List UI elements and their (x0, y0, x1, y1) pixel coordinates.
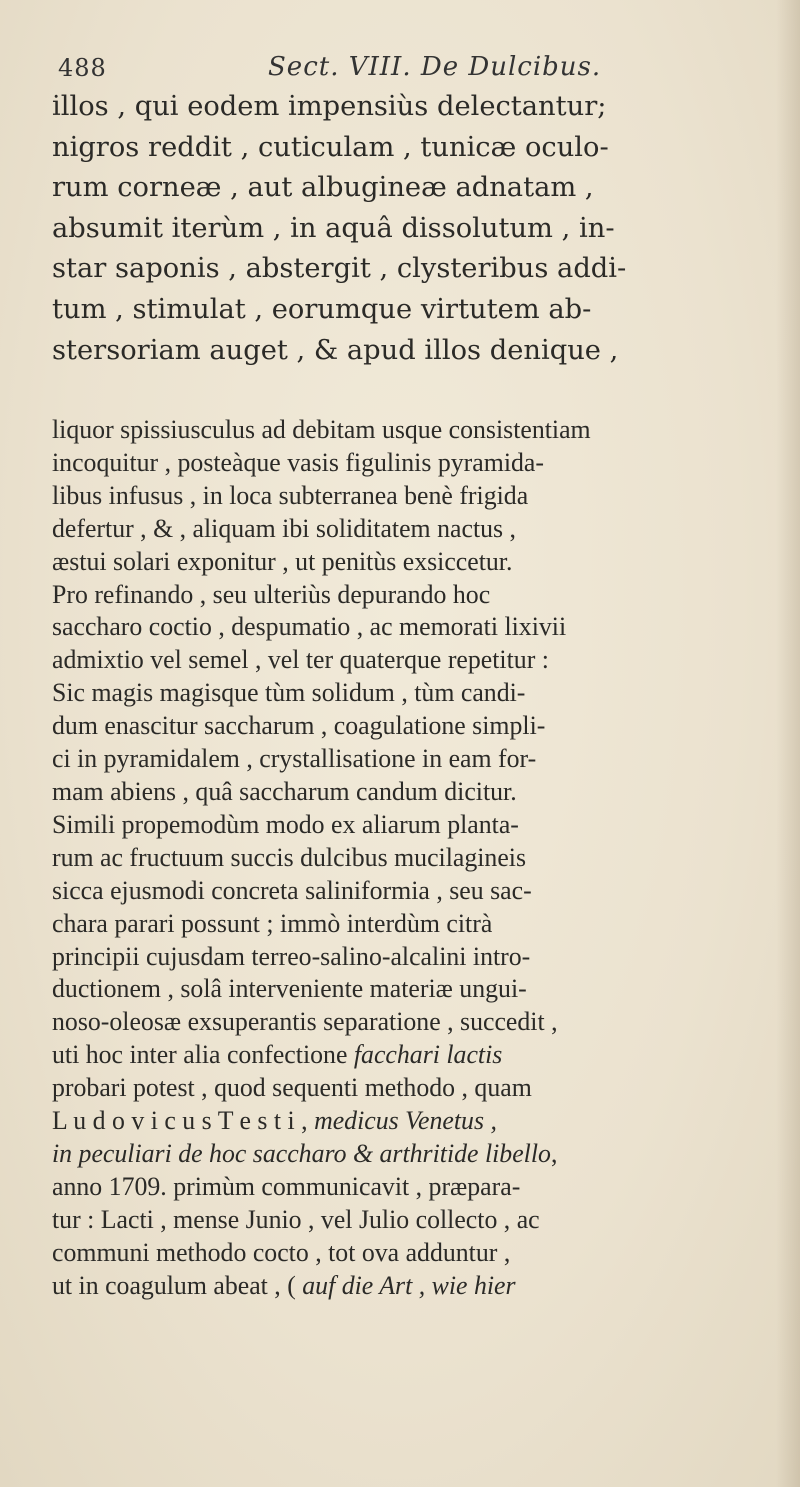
text-line (52, 1237, 787, 1270)
text-line (52, 1105, 787, 1138)
text-segment: ci in pyramidalem , crystallisatione in eam for- (52, 744, 537, 774)
italic-text: medicus Venetus , (314, 1106, 497, 1136)
text-segment: liquor spissiusculus ad debitam usque consistentiam (52, 415, 591, 444)
text-segment: mam abiens , quâ saccharum candum dicitur. (52, 776, 517, 806)
text-line (52, 1039, 787, 1072)
text-line (52, 579, 787, 612)
text-line (52, 1204, 787, 1237)
text-segment: communi methodo cocto , tot ova adduntur , (52, 1237, 511, 1267)
text-segment: dum enascitur saccharum , coagulatione simpli- (52, 711, 546, 741)
text-segment: probari potest , quod sequenti methodo , quam (52, 1073, 532, 1103)
text-line (52, 1270, 787, 1303)
text-line (52, 1006, 787, 1039)
text-segment: anno 1709. primùm communicavit , præpara- (52, 1171, 521, 1201)
text-segment: tur : Lacti , mense Junio , vel Julio collecto , ac (52, 1204, 540, 1234)
text-segment: uti hoc inter alia confectione (52, 1040, 354, 1070)
text-segment: L u d o v i c u s T e s t i , (52, 1106, 315, 1136)
text-segment: sicca ejusmodi concreta saliniformia , seu sac- (52, 875, 532, 905)
text-line (52, 414, 787, 447)
text-line: absumit iterùm , in aquâ dissolutum , in- (52, 211, 615, 244)
text-line: nigros reddit , cuticulam , tunicæ oculo- (52, 130, 609, 163)
text-line (52, 809, 787, 842)
text-segment: defertur , & , aliquam ibi soliditatem nactus , (52, 513, 516, 543)
text-segment: principii cujusdam terreo-salino-alcalini intro- (52, 941, 531, 971)
italic-text: in peculiari de hoc saccharo & arthritide libello (52, 1138, 551, 1168)
text-segment: chara parari possunt ; immò interdùm citrà (52, 908, 493, 938)
running-head: Sect. VIII. De Dulcibus. (268, 52, 602, 82)
text-line: rum corneæ , aut albugineæ adnatam , (52, 171, 594, 204)
text-line (52, 1072, 787, 1105)
text-segment: æstui solari exponitur , ut penitùs exsiccetur. (52, 546, 513, 576)
text-line (52, 1171, 787, 1204)
text-segment: noso-oleosæ exsuperantis separatione , succedit , (52, 1007, 558, 1037)
text-segment: , (550, 1138, 558, 1168)
text-line (52, 908, 787, 941)
text-segment: ut in coagulum abeat , ( (52, 1270, 303, 1300)
italic-text: facchari lactis (353, 1040, 503, 1070)
text-line (52, 743, 787, 776)
text-line (52, 842, 787, 875)
text-line (52, 480, 787, 513)
upper-paragraph (52, 86, 792, 370)
italic-text: auf die Art , wie hier (302, 1270, 516, 1300)
page-number: 488 (58, 54, 107, 82)
text-line: tum , stimulat , eorumque virtutem ab- (52, 292, 592, 325)
text-line (52, 776, 787, 809)
text-line (52, 513, 787, 546)
text-line (52, 447, 787, 480)
text-line (52, 546, 787, 579)
text-segment: Simili propemodùm modo ex aliarum planta- (52, 809, 519, 839)
text-segment: rum ac fructuum succis dulcibus mucilagineis (52, 842, 527, 872)
text-line (52, 941, 787, 974)
text-segment: Pro refinando , seu ulteriùs depurando hoc (52, 579, 491, 609)
text-line: illos , qui eodem impensiùs delectantur; (52, 90, 607, 122)
text-line (52, 710, 787, 743)
text-line (52, 875, 787, 908)
text-line (52, 644, 787, 677)
text-segment: admixtio vel semel , vel ter quaterque repetitur : (52, 645, 549, 675)
text-segment: incoquitur , posteàque vasis figulinis pyramida- (52, 447, 544, 477)
text-line: stersoriam auget , & apud illos denique , (52, 333, 619, 366)
text-line (52, 677, 787, 710)
text-line (52, 1138, 787, 1171)
text-line (52, 611, 787, 644)
text-segment: ductionem , solâ interveniente materiæ ungui- (52, 974, 527, 1004)
page-header (58, 50, 758, 90)
lower-paragraph (52, 414, 792, 1302)
text-segment: saccharo coctio , despumatio , ac memorati lixivii (52, 612, 567, 642)
text-segment: libus infusus , in loca subterranea benè frigida (52, 480, 529, 510)
text-segment: Sic magis magisque tùm solidum , tùm candi- (52, 678, 526, 708)
text-line (52, 973, 787, 1006)
text-line: star saponis , abstergit , clysteribus addi- (52, 252, 627, 285)
